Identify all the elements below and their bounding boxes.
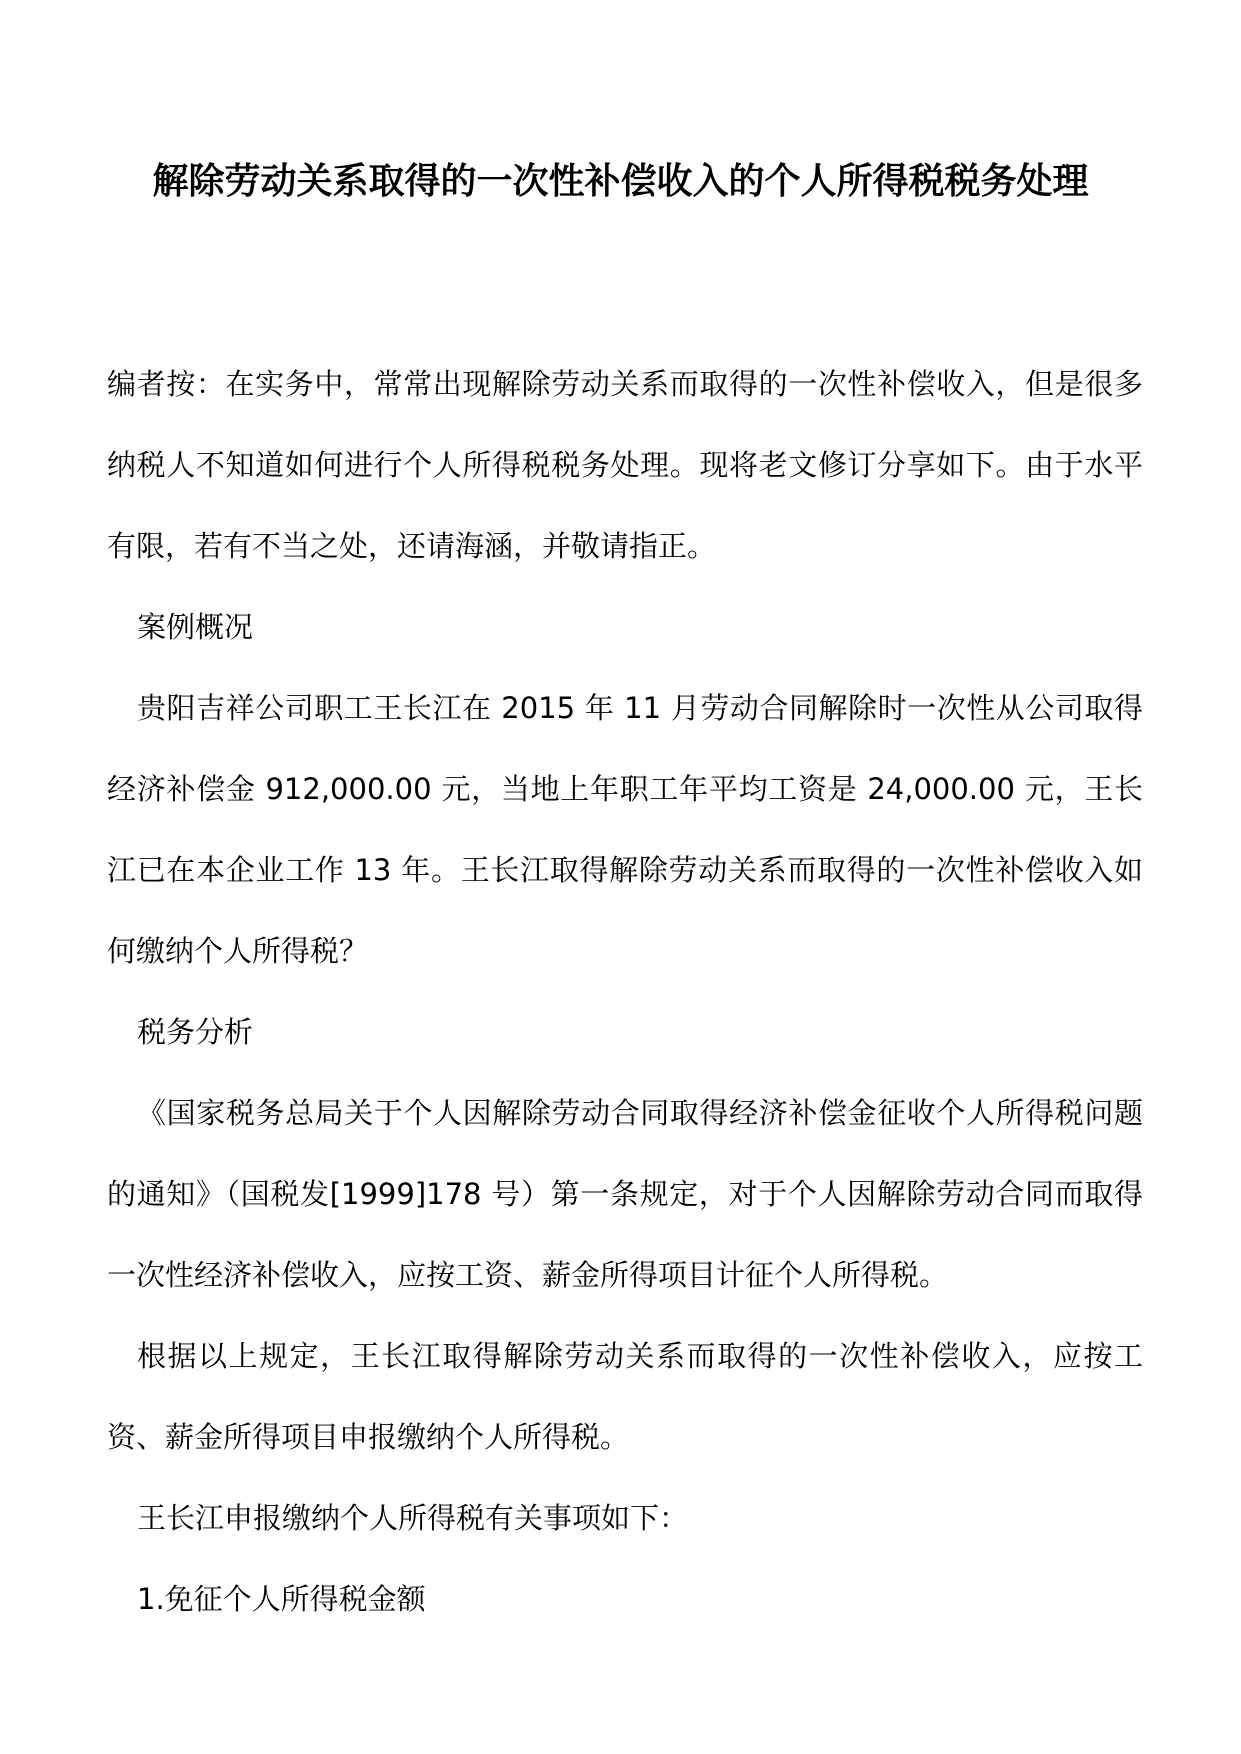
paragraph-heading-analysis: 税务分析 [137, 1015, 254, 1049]
paragraph-editor-note: 编者按：在实务中，常常出现解除劳动关系而取得的一次性补偿收入，但是很多纳税人不知道如何进行个人所得税税务处理。现将老文修订分享如下。由于水平有限，若有不当之处，还请海涵，并敬请指正。 [107, 367, 1143, 563]
paragraph-heading-case: 案例概况 [137, 610, 254, 644]
document-title: 解除劳动关系取得的一次性补偿收入的个人所得税税务处理 [152, 160, 1089, 202]
paragraph-analysis-matters: 王长江申报缴纳个人所得税有关事项如下： [137, 1501, 689, 1535]
paragraph-analysis-conclusion: 根据以上规定，王长江取得解除劳动关系而取得的一次性补偿收入，应按工资、薪金所得项目申报缴纳个人所得税。 [107, 1339, 1143, 1454]
paragraph-analysis-regulation: 《国家税务总局关于个人因解除劳动合同取得经济补偿金征收个人所得税问题的通知》（国税发[1999]178 号）第一条规定，对于个人因解除劳动合同而取得一次性经济补偿收入，应按工资、薪金所得项目计征个人所得税。 [107, 1096, 1143, 1292]
document-body [107, 344, 1143, 1640]
paragraph-case-body: 贵阳吉祥公司职工王长江在 2015 年 11 月劳动合同解除时一次性从公司取得经济补偿金 912,000.00 元，当地上年职工年平均工资是 24,000.00 元，王长江已在本企业工作 13 年。王长江取得解除劳动关系而取得的一次性补偿收入如何缴纳个人所得税？ [107, 691, 1143, 968]
paragraph-item-1: 1.免征个人所得税金额 [137, 1582, 426, 1616]
